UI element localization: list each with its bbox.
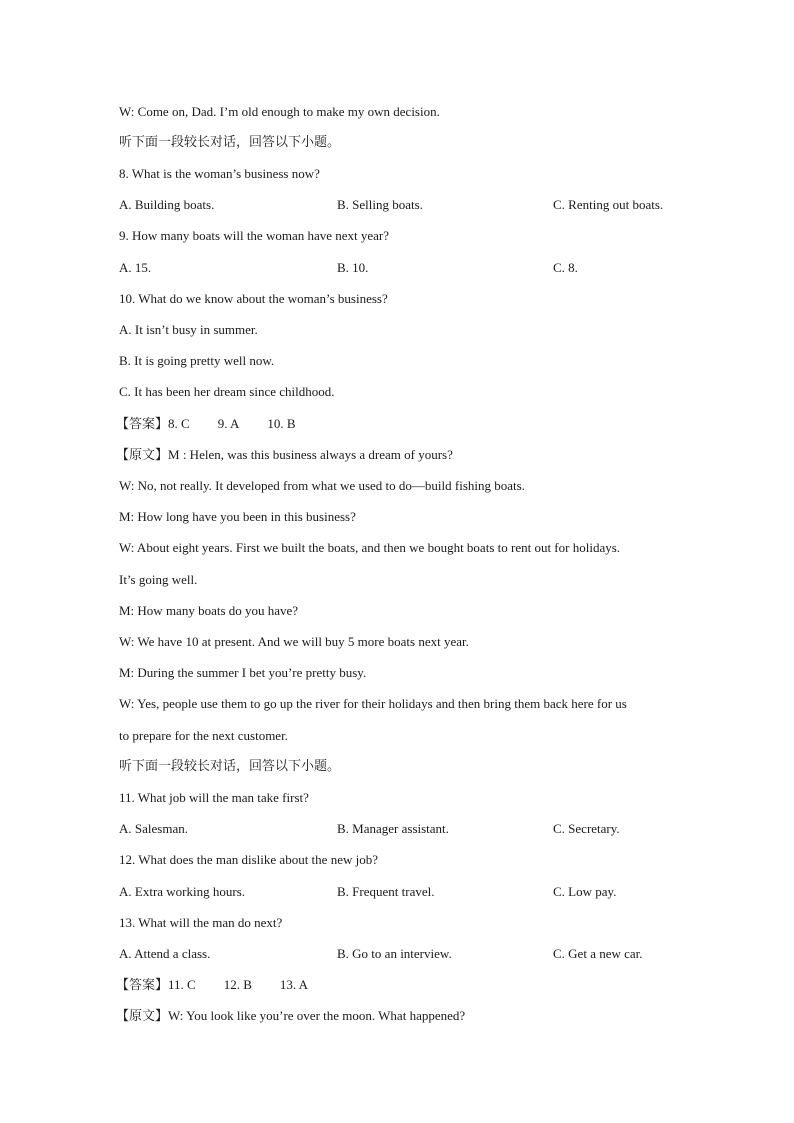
transcript-tag: 【原文】	[116, 1009, 169, 1024]
question-9: 9. How many boats will the woman have next year?	[119, 228, 390, 243]
question-13: 13. What will the man do next?	[119, 915, 283, 930]
answer-key	[116, 416, 296, 433]
section-instruction: 听下面一段较长对话，回答以下小题。	[119, 759, 341, 774]
transcript-line: M: How many boats do you have?	[119, 603, 299, 618]
transcript-line: It’s going well.	[119, 572, 198, 587]
option-b: B. Frequent travel.	[337, 884, 435, 899]
transcript-line: to prepare for the next customer.	[119, 728, 288, 743]
option-b: B. Selling boats.	[337, 197, 423, 212]
option-c: C. It has been her dream since childhood.	[119, 384, 335, 399]
option-b: B. Manager assistant.	[337, 821, 449, 836]
transcript-text: W: You look like you’re over the moon. What happened?	[168, 1008, 466, 1023]
answer-tag: 【答案】	[116, 978, 169, 993]
option-c: C. Get a new car.	[553, 946, 643, 961]
answer-item: 13. A	[279, 977, 309, 992]
dialogue-line: W: Come on, Dad. I’m old enough to make my own decision.	[119, 104, 440, 119]
option-a: A. Extra working hours.	[119, 884, 246, 899]
option-a: A. It isn’t busy in summer.	[119, 322, 258, 337]
option-c: C. Low pay.	[553, 884, 617, 899]
option-a: A. Building boats.	[119, 197, 215, 212]
transcript-line: W: About eight years. First we built the boats, and then we bought boats to rent out for holidays.	[119, 540, 621, 555]
transcript-line: W: We have 10 at present. And we will buy 5 more boats next year.	[119, 634, 469, 649]
answer-tag: 【答案】	[116, 417, 169, 432]
option-a: A. 15.	[119, 260, 152, 275]
transcript-tag: 【原文】	[116, 448, 169, 463]
section-instruction: 听下面一段较长对话，回答以下小题。	[119, 135, 341, 150]
option-a: A. Salesman.	[119, 821, 188, 836]
transcript-start	[116, 447, 453, 464]
transcript-line: W: Yes, people use them to go up the river for their holidays and then bring them back here for us	[119, 696, 627, 711]
option-b: B. It is going pretty well now.	[119, 353, 275, 368]
option-c: C. Renting out boats.	[553, 197, 664, 212]
transcript-line: M: During the summer I bet you’re pretty busy.	[119, 665, 367, 680]
option-c: C. Secretary.	[553, 821, 620, 836]
question-12: 12. What does the man dislike about the new job?	[119, 852, 378, 867]
answer-item: 12. B	[223, 977, 252, 992]
transcript-line: W: No, not really. It developed from what we used to do—build fishing boats.	[119, 478, 525, 493]
answer-key	[116, 977, 308, 994]
question-8: 8. What is the woman’s business now?	[119, 166, 320, 181]
question-11: 11. What job will the man take first?	[119, 790, 309, 805]
answer-item: 8. C	[168, 416, 190, 431]
answer-item: 10. B	[267, 416, 296, 431]
option-a: A. Attend a class.	[119, 946, 211, 961]
answer-item: 9. A	[217, 416, 240, 431]
option-c: C. 8.	[553, 260, 578, 275]
transcript-text: M : Helen, was this business always a dream of yours?	[168, 447, 453, 462]
answer-item: 11. C	[168, 977, 196, 992]
option-b: B. 10.	[337, 260, 369, 275]
transcript-line: M: How long have you been in this business?	[119, 509, 356, 524]
option-b: B. Go to an interview.	[337, 946, 452, 961]
transcript-start	[116, 1008, 465, 1025]
question-10: 10. What do we know about the woman’s business?	[119, 291, 388, 306]
